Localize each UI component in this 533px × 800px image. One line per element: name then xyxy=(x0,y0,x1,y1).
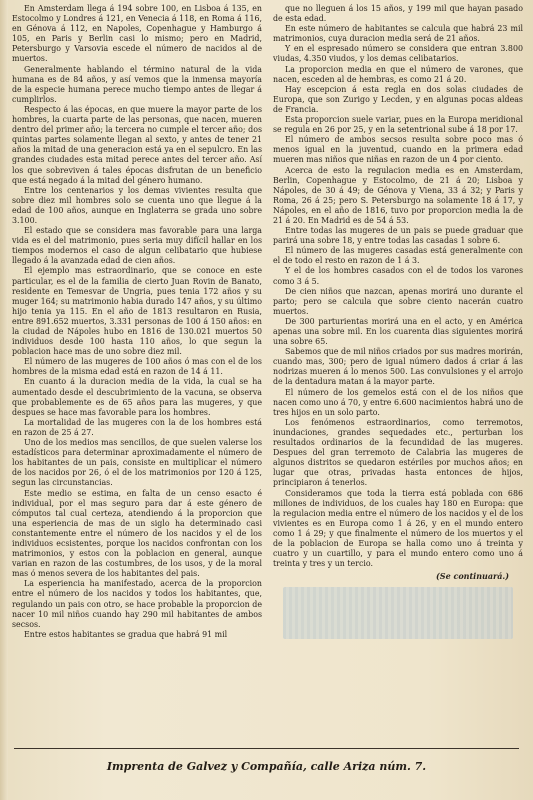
paragraph: El ejemplo mas estraordinario, que se conoce en este particular, es el de la familia de cierto Juan Rovin de Banato, residente en Temesvar de Ungria, pues tenia 172 años y su muger 164; su matrimonio habia durado 147 años, y su último hijo tenia ya 115. En el año de 1813 resultaron en Rusia, entre 891.652 muertos, 3.331 personas de 100 á 150 años: en la ciudad de Nápoles hubo en 1816 de 130.021 muertos 50 individuos desde 100 hasta 110 años, lo que segun la poblacion hace mas de uno sobre diez mil. xyxy=(12,266,262,357)
paragraph: En Amsterdam llega á 194 sobre 100, en Lisboa á 135, en Estocolmo y Londres á 121, en Venecia á 118, en Roma á 116, en Génova á 112, en Napoles, Copenhague y Hamburgo á 105, en Paris y Berlin casi lo mismo; pero en Madrid, Petersburgo y Varsovia escede el número de nacidos al de muertos. xyxy=(12,4,262,64)
paragraph: De 300 parturientas morirá una en el acto, y en América apenas una sobre mil. En los cuarenta dias siguientes morirá una sobre 65. xyxy=(273,316,523,347)
paragraph: Los fenómenos estraordinarios, como terremotos, inundaciones, grandes sequedades etc., perturban los resultados ordinarios de la fecundidad de las mugeres. Despues del gran terremoto de Calabria las mugeres de algunos distritos se quedaron estériles por muchos años; en lugar que otras, privadas hasta entonces de hijos, principiaron á tenerlos. xyxy=(273,417,523,488)
binding-shadow xyxy=(0,0,8,800)
paragraph: Esta proporcion suele variar, pues en la Europa meridional se regula en 26 por 25, y en la setentrional sube á 18 por 17. xyxy=(273,115,523,135)
imprint-line: Imprenta de Galvez y Compañía, calle Ariza núm. 7. xyxy=(106,760,427,773)
paragraph: La proporcion media en que el número de varones, que nacen, esceden al de hembras, es como 21 á 20. xyxy=(273,64,523,84)
paragraph: Entre estos habitantes se gradua que habrá 91 mil xyxy=(24,629,228,639)
paragraph: La esperiencia ha manifestado, acerca de la proporcion entre el número de los nacidos y todos los habitantes, que, regulando un pais con otro, se hace probable la proporcion de nacer 10 mil niños cuando hay 290 mil habitantes de ambos secsos. xyxy=(12,579,262,629)
paragraph: La mortalidad de las mugeres con la de los hombres está en razon de 25 á 27. xyxy=(12,417,262,437)
paragraph: Entre los centenarios y los demas vivientes resulta que sobre diez mil hombres solo se cuenta uno que llegue á la edad de 100 años, aunque en Inglaterra se grada uno sobre 3.100. xyxy=(12,185,262,225)
paragraph: Respecto á las épocas, en que muere la mayor parte de los hombres, la cuarta parte de las personas, que nacen, mueren dentro del primer año; la tercera no cumple el tercer año; dos quintas partes solamente llegan al sexto, y antes de tener 21 años la mitad de una generacion está ya en el sepulcro. En las grandes ciudades esta mitad perece antes del tercer año. Así los que sobreviven á tales épocas disfrutan de un beneficio que está negado á la mitad del género humano. xyxy=(12,104,262,185)
text-columns xyxy=(12,4,523,746)
paragraph: Y en el espresado número se considera que entran 3.800 viudas, 4.350 viudos, y los demas celibatarios. xyxy=(273,44,523,64)
right-column-paragraphs xyxy=(273,4,523,569)
paragraph: Uno de los medios mas sencillos, de que suelen valerse los estadísticos para determinar aproximadamente el número de los habitantes de un pais, consiste en multiplicar el número de los nacidos por 26, ó el de los matrimonios por 120 á 125, segun las circunstancias. xyxy=(12,438,262,488)
paragraph: Generalmente hablando el término natural de la vida humana es de 84 años, y así vemos que la inmensa mayoría de la especie humana perece mucho tiempo antes de llegar á cumplirlos. xyxy=(12,64,262,104)
footer-rule xyxy=(14,748,519,749)
paragraph: Acerca de esto la regulacion media es en Amsterdam, Berlin, Copenhague y Estocolmo, de 21 á 20; Lisboa y Nápoles, de 30 á 49; de Génova y Viena, 33 á 32; y Paris y Roma, 26 á 25; pero S. Petersburgo na solamente 18 á 17, y Nápoles, en el año de 1816, tuvo por proporcion media la de 21 á 20. En Madrid es de 54 á 53. xyxy=(273,165,523,225)
paragraph: Sabemos que de mil niños criados por sus madres morirán, cuando mas, 300; pero de igual número dados á criar á las nodrizas mueren á lo menos 500. Las convulsiones y el arrojo de la dentadura matan á la mayor parte. xyxy=(273,347,523,387)
paragraph: Entre todas las mugeres de un pais se puede graduar que parirá una sobre 18, y entre todas las casadas 1 sobre 6. xyxy=(273,226,523,246)
paragraph: Este medio se estima, en falta de un censo esacto é individual, por el mas seguro para dar á este género de cómputos tal cual certeza, atendiendo á la proporcion que una esperiencia de mas de un siglo ha determinado casi constantemente entre el número de los nacidos y el de los individuos ecsistentes, porque los nacidos confrontan con los matrimonios, y estos con la poblacion en general, aunque varian en razon de las costumbres, de los usos, y de la moral mas ó menos severa de los habitantes del pais. xyxy=(12,488,262,579)
paragraph: El estado que se considera mas favorable para una larga vida es el del matrimonio, pues seria muy difícil hallar en los tiempos modernos el caso de algun celibatario que hubiese llegado á la avanzada edad de cien años. xyxy=(12,226,262,266)
paragraph: El número de las mugeres casadas está generalmente con el de todo el resto en razon de 1 á 3. xyxy=(273,246,523,266)
paragraph: Hay escepcion á esta regla en dos solas ciudades de Europa, que son Zurigo y Lecden, y en algunas pocas aldeas de Francia. xyxy=(273,84,523,114)
continuation-note: (Se continuará.) xyxy=(436,571,509,582)
paragraph: De cien niños que nazcan, apenas morirá uno durante el parto; pero se calcula que sobre ciento nacerán cuatro muertos. xyxy=(273,286,523,316)
paragraph: El número de ambos secsos resulta sobre poco mas ó menos igual en la juventud, cuando en la primera edad mueren mas niños que niñas en razon de un 4 por ciento. xyxy=(273,135,523,165)
paragraph: El número de los gemelos está con el de los niños que nacen como uno á 70, y entre 6.600 nacimientos habrá uno de tres hijos en un solo parto. xyxy=(273,387,523,417)
paragraph: Y el de los hombres casados con el de todos los varones como 3 á 5. xyxy=(273,266,523,286)
paragraph: El número de las mugeres de 100 años ó mas con el de los hombres de la misma edad está en razon de 14 á 11. xyxy=(12,357,262,377)
paragraph: En cuanto á la duracion media de la vida, la cual se ha aumentado desde el descubrimiento de la vacuna, se observa que probablemente es de 65 años para las mugeres, y que despues se hace mas favorable para los hombres. xyxy=(12,377,262,417)
right-column xyxy=(273,4,523,746)
paragraph: En este número de habitantes se calcula que habrá 23 mil matrimonios, cuya duracion media será de 21 años. xyxy=(273,24,523,44)
printed-ornament xyxy=(283,587,513,639)
left-column xyxy=(12,4,262,746)
paragraph: que no lleguen á los 15 años, y 199 mil que hayan pasado de esta edad. xyxy=(273,4,523,24)
paragraph: Consideramos que toda la tierra está poblada con 686 millones de individuos, de los cuales hay 180 en Europa: que la regulacion media entre el número de los nacidos y el de los vivientes es en Europa como 1 á 26, y en el mundo entero como 1 á 29; y que finalmente el número de los muertos y el de la poblacion de Europa se halla como uno á treinta y cuatro y un cuartillo, y para el mundo entero como uno á treinta y tres y un tercio. xyxy=(273,488,523,569)
